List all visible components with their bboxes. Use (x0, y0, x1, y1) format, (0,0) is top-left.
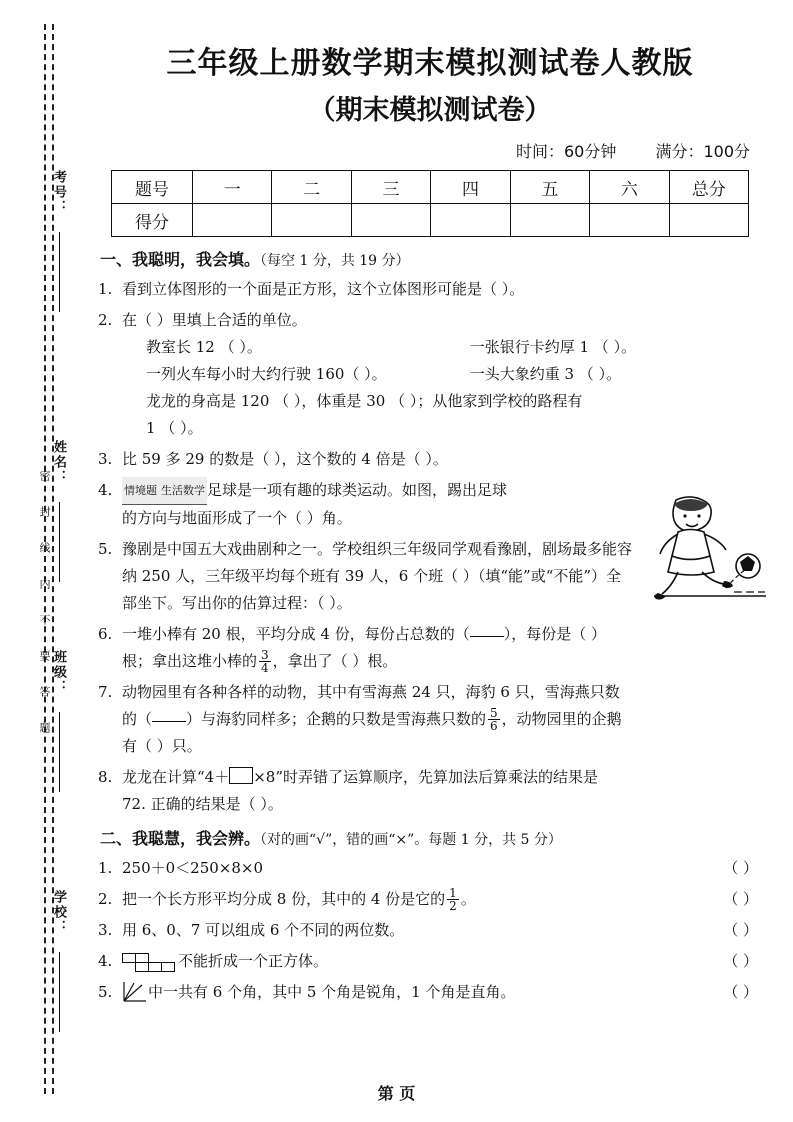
score-table-col-5: 五 (510, 171, 589, 204)
score-table-col-6: 六 (590, 171, 669, 204)
page-subtitle: （期末模拟测试卷） (308, 95, 552, 126)
question-text: 比 59 多 29 的数是（ ），这个数的 4 倍是（ ）。 (122, 450, 448, 468)
situational-tag: 情境题 (122, 477, 159, 505)
question-number: 2. (98, 890, 113, 908)
question-1-1 (96, 276, 764, 303)
question-1-2 (96, 307, 764, 442)
question-text: 250＋0＜250×8×0 (122, 859, 264, 877)
question-1-2-line-2 (122, 361, 764, 388)
question-number: 1. (98, 280, 113, 298)
question-1-6 (96, 621, 764, 675)
question-1-6-line-1b: ），每份是（ ） (503, 625, 606, 643)
section-2-heading (100, 826, 764, 849)
table-row (112, 204, 749, 237)
football-player-illustration (638, 492, 768, 602)
section-1-note: （每空 1 分，共 19 分） (260, 253, 410, 269)
cube-net-icon (122, 953, 178, 973)
question-1-6-line-2b: ，拿出了（ ）根。 (272, 652, 398, 670)
field-name: 姓名： (0, 440, 68, 582)
question-number: 1. (98, 859, 113, 877)
score-table-col-2: 二 (272, 171, 351, 204)
section-2-questions (96, 855, 764, 1006)
question-1-6-line-1a: 一堆小棒有 20 根，平均分成 4 份，每份占总数的（ (122, 625, 470, 643)
class-rule (59, 712, 60, 792)
question-1-5-line-1: 豫剧是中国五大戏曲剧种之一。学校组织三年级同学观看豫剧，剧场最多能容 (122, 540, 633, 558)
question-2-1 (96, 855, 764, 882)
question-2-2-text-b: 。 (460, 890, 476, 908)
true-false-mark[interactable]: （ ） (723, 952, 758, 970)
score-cell-total[interactable] (669, 204, 748, 237)
question-1-4-text-2: 的方向与地面形成了一个（ ）角。 (122, 509, 352, 527)
angles-figure-icon (122, 981, 148, 1003)
question-2-5 (96, 979, 764, 1006)
true-false-mark[interactable]: （ ） (723, 859, 758, 877)
score-table-col-4: 四 (431, 171, 510, 204)
fraction-five-sixths: $\frac{5}{6}$ (490, 706, 498, 733)
question-number: 3. (98, 450, 113, 468)
question-text: 在（ ）里填上合适的单位。 (122, 311, 307, 329)
life-math-tag: 生活数学 (159, 477, 207, 505)
section-2-note: （对的画“√”，错的画“×”。每题 1 分，共 5 分） (260, 832, 562, 848)
question-1-2-right-1: 一张银行卡约厚 1 （ ）。 (469, 338, 637, 356)
page-title: 三年级上册数学期末模拟测试卷人教版 (166, 46, 694, 81)
score-cell-2[interactable] (272, 204, 351, 237)
question-number: 2. (98, 311, 113, 329)
true-false-mark[interactable]: （ ） (723, 983, 758, 1001)
question-1-5-line-3: 部坐下。写出你的估算过程：（ ）。 (122, 594, 352, 612)
answer-box[interactable] (229, 767, 253, 784)
question-1-7-line-2b: ）与海豹同样多；企鹅的只数是雪海燕只数的 (186, 710, 487, 728)
field-exam-number: 考号： (0, 170, 68, 312)
exam-time: 时间：60分钟 (515, 142, 617, 161)
question-number: 7. (98, 683, 113, 701)
question-1-8-line-1a: 龙龙在计算“4＋ (122, 768, 230, 786)
score-cell-1[interactable] (193, 204, 272, 237)
score-cell-5[interactable] (510, 204, 589, 237)
question-1-2-left-1: 教室长 12 （ ）。 (146, 338, 262, 356)
question-1-2-line-4: 1 （ ）。 (146, 419, 203, 437)
question-text: 不能折成一个正方体。 (178, 952, 329, 970)
score-cell-4[interactable] (431, 204, 510, 237)
answer-blank-line[interactable] (152, 721, 186, 722)
question-2-3 (96, 917, 764, 944)
question-number: 4. (98, 481, 113, 499)
question-1-3 (96, 446, 764, 473)
score-table (111, 170, 749, 237)
field-school: 学校： (0, 890, 68, 1032)
fraction-one-half: $\frac{1}{2}$ (449, 886, 457, 913)
question-1-7-line-3: 有（ ）只。 (122, 737, 202, 755)
section-2-title: 二、我聪慧，我会辨。 (100, 829, 261, 848)
field-class: 班级： (0, 650, 68, 792)
question-1-8-line-2: 72. 正确的结果是（ ）。 (122, 795, 283, 813)
question-1-6-line-2 (122, 648, 764, 675)
name-rule (59, 502, 60, 582)
score-cell-6[interactable] (590, 204, 669, 237)
question-text: 看到立体图形的一个面是正方形，这个立体图形可能是（ ）。 (122, 280, 525, 298)
exam-number-rule (59, 232, 60, 312)
page-footer: 第 页 (377, 1084, 416, 1103)
section-1-heading (100, 247, 764, 270)
true-false-mark[interactable]: （ ） (723, 921, 758, 939)
question-number: 5. (98, 983, 113, 1001)
question-text: 用 6、0、7 可以组成 6 个不同的两位数。 (122, 921, 405, 939)
question-text: 中一共有 6 个角，其中 5 个角是锐角，1 个角是直角。 (148, 983, 516, 1001)
exam-full-score: 满分：100分 (655, 142, 750, 161)
question-number: 6. (98, 625, 113, 643)
question-2-2 (96, 886, 764, 913)
score-table-row-label-1: 题号 (112, 171, 193, 204)
question-1-7-line-2 (122, 706, 764, 733)
seal-line-note: 密 封 线 内 不 要 答 题 (38, 470, 51, 739)
section-1-title: 一、我聪明，我会填。 (100, 250, 261, 269)
question-1-7-line-2c: ，动物园里的企鹅 (501, 710, 622, 728)
question-1-7 (96, 679, 764, 760)
exam-meta (96, 139, 750, 162)
question-1-4-text-1: 足球是一项有趣的球类运动。如图，踢出足球 (207, 481, 508, 499)
score-table-row-label-2: 得分 (112, 204, 193, 237)
question-1-6-line-2a: 根；拿出这堆小棒的 (122, 652, 258, 670)
question-2-4 (96, 948, 764, 975)
question-1-8-line-1b: ×8”时弄错了运算顺序，先算加法后算乘法的结果是 (253, 768, 599, 786)
question-1-7-line-2a: 的（ (122, 710, 153, 728)
true-false-mark[interactable]: （ ） (723, 890, 758, 908)
exam-content (96, 30, 764, 1010)
question-number: 3. (98, 921, 113, 939)
question-number: 5. (98, 540, 113, 558)
question-1-7-line-1: 动物园里有各种各样的动物，其中有雪海燕 24 只，海豹 6 只，雪海燕只数 (122, 683, 620, 701)
fraction-three-quarters: $\frac{3}{4}$ (261, 648, 269, 675)
question-1-2-left-2: 一列火车每小时大约行驶 160（ ）。 (146, 365, 387, 383)
score-table-col-1: 一 (193, 171, 272, 204)
question-1-5-line-2: 纳 250 人，三年级平均每个班有 39 人，6 个班（ ）（填“能”或“不能”）全 (122, 567, 622, 585)
question-1-8 (96, 764, 764, 818)
question-2-2-text-a: 把一个长方形平均分成 8 份，其中的 4 份是它的 (122, 890, 446, 908)
question-number: 4. (98, 952, 113, 970)
question-1-2-line-1 (122, 334, 764, 361)
answer-blank-line[interactable] (470, 636, 504, 637)
question-number: 8. (98, 768, 113, 786)
score-table-col-total: 总分 (669, 171, 748, 204)
question-1-2-right-2: 一头大象约重 3 （ ）。 (469, 365, 622, 383)
question-1-2-line-3: 龙龙的身高是 120 （ ），体重是 30 （ ）；从他家到学校的路程有 (146, 392, 583, 410)
score-cell-3[interactable] (351, 204, 430, 237)
score-table-col-3: 三 (351, 171, 430, 204)
school-rule (59, 952, 60, 1032)
table-row (112, 171, 749, 204)
